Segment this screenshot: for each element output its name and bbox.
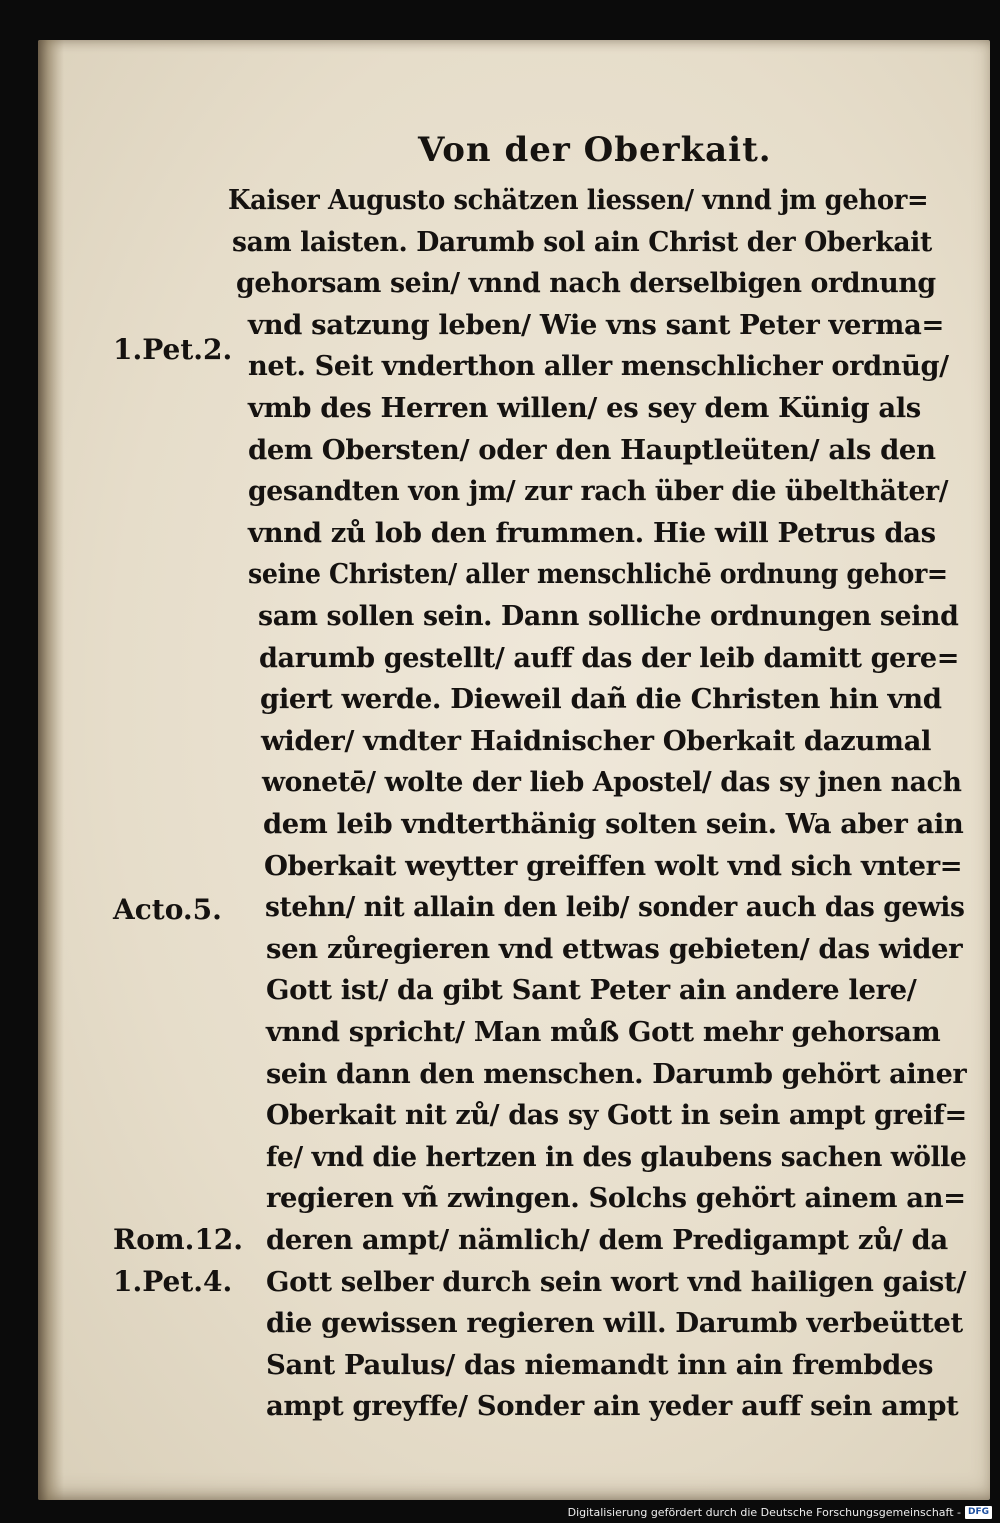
text-line: giert werde. Dieweil dañ die Christen hin vnd	[260, 683, 942, 716]
text-line: fe/ vnd die hertzen in des glaubens sachen wölle	[266, 1140, 967, 1173]
margin-note-1pet2: 1.Pet.2.	[113, 333, 233, 366]
text-line: net. Seit vnderthon aller menschlicher ordnūg/	[248, 350, 949, 383]
text-line: gehorsam sein/ vnnd nach derselbigen ordnung	[236, 267, 936, 300]
text-line: deren ampt/ nämlich/ dem Predigampt zů/ da	[266, 1224, 948, 1256]
text-line: gesandten von jm/ zur rach über die übelthäter/	[248, 475, 949, 508]
text-line: Oberkait nit zů/ das sy Gott in sein ampt greif=	[266, 1099, 967, 1132]
text-line: seine Christen/ aller menschlichē ordnung gehor=	[248, 558, 948, 591]
text-line: vmb des Herren willen/ es sey dem Künig als	[248, 392, 921, 424]
credit-text: Digitalisierung gefördert durch die Deutsche Forschungsgemeinschaft -	[567, 1505, 961, 1519]
text-line: sen zůregieren vnd ettwas gebieten/ das wider	[266, 932, 963, 965]
text-line: wonetē/ wolte der lieb Apostel/ das sy jnen nach	[262, 766, 962, 799]
text-line: Oberkait weytter greiffen wolt vnd sich vnter=	[264, 849, 963, 882]
text-line: darumb gestellt/ auff das der leib damitt gere=	[259, 641, 960, 674]
margin-note-rom12: Rom.12.	[113, 1223, 244, 1256]
dfg-logo: DFG	[965, 1506, 992, 1519]
text-line: wider/ vndter Haidnischer Oberkait dazumal	[261, 724, 932, 757]
text-line: ampt greyffe/ Sonder ain yeder auff sein ampt	[266, 1390, 959, 1423]
text-line: dem leib vndterthänig solten sein. Wa aber ain	[263, 808, 964, 840]
text-line: sam sollen sein. Dann solliche ordnungen seind	[258, 600, 959, 632]
margin-note-1pet4: 1.Pet.4.	[113, 1265, 233, 1298]
text-line: regieren vñ zwingen. Solchs gehört ainem an=	[266, 1182, 966, 1215]
text-line: stehn/ nit allain den leib/ sonder auch das gewis	[265, 891, 965, 924]
text-line: Sant Paulus/ das niemandt inn ain frembdes	[266, 1348, 934, 1381]
margin-note-acto5: Acto.5.	[113, 893, 222, 926]
text-line: vnnd zů lob den frummen. Hie will Petrus das	[248, 516, 936, 549]
book-page	[38, 40, 990, 1500]
text-line: die gewissen regieren will. Darumb verbeüttet	[266, 1307, 963, 1340]
digitization-credit	[568, 1504, 992, 1520]
text-line: sam laisten. Darumb sol ain Christ der Oberkait	[232, 225, 932, 258]
text-line: dem Obersten/ oder den Hauptleüten/ als den	[248, 433, 936, 466]
page-heading: Von der Oberkait.	[418, 130, 772, 170]
text-line: Gott ist/ da gibt Sant Peter ain andere lere/	[266, 974, 917, 1007]
text-line: Gott selber durch sein wort vnd hailigen gaist/	[266, 1265, 966, 1298]
text-line: sein dann den menschen. Darumb gehört ainer	[266, 1057, 967, 1090]
text-line: vnnd spricht/ Man můß Gott mehr gehorsam	[266, 1016, 941, 1048]
page-gutter-shadow	[38, 40, 64, 1500]
text-line: vnd satzung leben/ Wie vns sant Peter verma=	[248, 308, 945, 341]
text-line: Kaiser Augusto schätzen liessen/ vnnd jm gehor=	[228, 184, 929, 216]
